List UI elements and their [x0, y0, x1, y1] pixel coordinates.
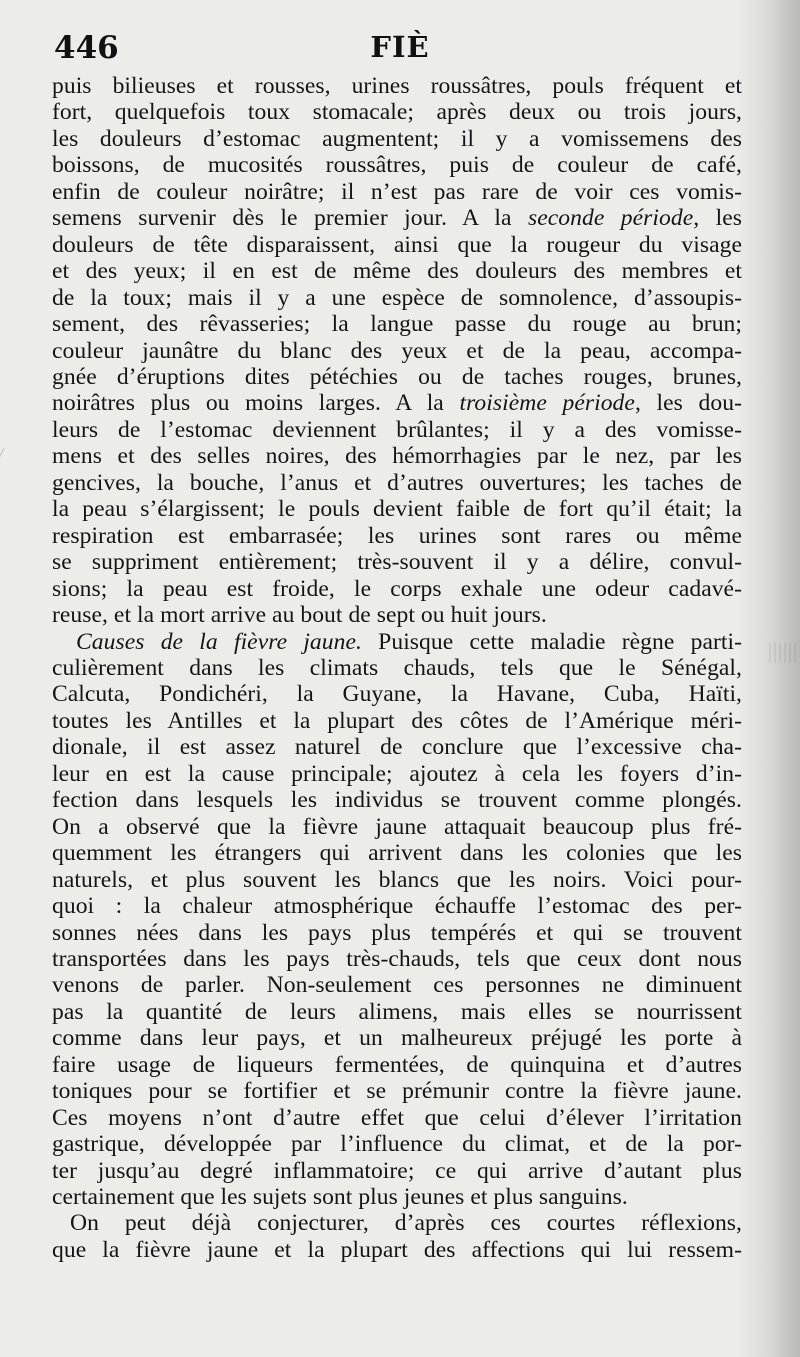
page-number: 446: [54, 30, 119, 66]
text-line: enfin de couleur noirâtre; il n’est pas rare de voir ces vomis-: [52, 178, 742, 205]
text-line: sement, des rêvasseries; la langue passe du rouge au brun;: [52, 311, 742, 338]
text-line: gastrique, développée par l’influence du climat, et de la por-: [52, 1131, 742, 1158]
text-fragment: noirâtres plus ou moins larges. A la: [52, 390, 460, 417]
paragraph-start: [52, 629, 742, 655]
text-line: se suppriment entièrement; très-souvent il y a délire, convul-: [52, 549, 742, 576]
text-line: couleur jaunâtre du blanc des yeux et de la peau, accompa-: [52, 337, 742, 364]
text-line: comme dans leur pays, et un malheureux préjugé les porte à: [52, 1025, 742, 1052]
italic-term: seconde période: [528, 205, 694, 232]
text-line: leurs de l’estomac deviennent brûlantes; il y a des vomisse-: [52, 416, 742, 443]
text-line: pas la quantité de leurs alimens, mais elles se nourrissent: [52, 998, 742, 1025]
text-line: quoi : la chaleur atmosphérique échauffe l’estomac des per-: [52, 893, 742, 920]
body-text: [52, 73, 742, 1263]
text-line: [52, 390, 742, 416]
text-line: fort, quelquefois toux stomacale; après deux ou trois jours,: [52, 99, 742, 126]
text-line: certainement que les sujets sont plus jeunes et plus sanguins.: [52, 1184, 628, 1211]
text-line: douleurs de tête disparaissent, ainsi que la rougeur du visage: [52, 231, 742, 258]
text-line: gnée d’éruptions dites pétéchies ou de taches rouges, brunes,: [52, 363, 742, 390]
show-through-mark: [769, 643, 797, 663]
text-line: sions; la peau est froide, le corps exhale une odeur cadavé-: [52, 575, 742, 602]
text-line: Ces moyens n’ont d’autre effet que celui d’élever l’irritation: [52, 1104, 742, 1131]
text-line: et des yeux; il en est de même des douleurs des membres et: [52, 258, 742, 285]
text-line: la peau s’élargissent; le pouls devient faible de fort qu’il était; la: [52, 496, 742, 523]
text-line: On a observé que la fièvre jaune attaquait beaucoup plus fré-: [52, 813, 742, 840]
section-heading: Causes de la fièvre jaune.: [76, 628, 362, 655]
text-line: toniques pour se fortifier et se prémunir contre la fièvre jaune.: [52, 1078, 742, 1105]
text-line: transportées dans les pays très-chauds, tels que ceux dont nous: [52, 945, 742, 972]
running-head: FIÈ: [370, 30, 430, 64]
text-fragment: , les dou-: [634, 390, 742, 417]
text-line: respiration est embarrasée; les urines sont rares ou même: [52, 522, 742, 549]
text-line: fection dans lesquels les individus se trouvent comme plongés.: [52, 787, 742, 814]
text-line: dionale, il est assez naturel de conclure que l’excessive cha-: [52, 734, 742, 761]
text-line: naturels, et plus souvent les blancs que les noirs. Voici pour-: [52, 866, 742, 893]
paragraph-start: On peut déjà conjecturer, d’après ces courtes réflexions,: [70, 1210, 742, 1237]
text-line: boissons, de mucosités roussâtres, puis de couleur de café,: [52, 152, 742, 179]
text-line: reuse, et la mort arrive au bout de sept ou huit jours.: [52, 602, 547, 629]
text-line: sonnes nées dans les pays plus tempérés et qui se trouvent: [52, 919, 742, 946]
text-line: leur en est la cause principale; ajoutez à cela les foyers d’in-: [52, 760, 742, 787]
margin-mark: [0, 448, 11, 462]
page-header: [40, 28, 760, 74]
text-fragment: Puisque cette maladie règne parti-: [361, 628, 742, 655]
text-line: que la fièvre jaune et la plupart des affections qui lui ressem-: [52, 1236, 742, 1263]
text-line: mens et des selles noires, des hémorrhagies par le nez, par les: [52, 443, 742, 470]
text-line: les douleurs d’estomac augmentent; il y a vomissemens des: [52, 125, 742, 152]
text-line: culièrement dans les climats chauds, tels que le Sénégal,: [52, 654, 742, 681]
text-line: de la toux; mais il y a une espèce de somnolence, d’assoupis-: [52, 284, 742, 311]
text-line: faire usage de liqueurs fermentées, de quinquina et d’autres: [52, 1051, 742, 1078]
text-fragment: semens survenir dès le premier jour. A la: [52, 205, 528, 232]
italic-term: troisième période: [459, 390, 635, 417]
text-line: puis bilieuses et rousses, urines roussâtres, pouls fréquent et: [52, 73, 742, 99]
text-line: Calcuta, Pondichéri, la Guyane, la Havane, Cuba, Haïti,: [52, 681, 742, 708]
text-line: toutes les Antilles et la plupart des côtes de l’Amérique méri-: [52, 707, 742, 734]
text-fragment: , les: [693, 205, 742, 232]
text-line: ter jusqu’au degré inflammatoire; ce qui arrive d’autant plus: [52, 1157, 742, 1184]
text-line: gencives, la bouche, l’anus et d’autres ouvertures; les taches de: [52, 469, 742, 496]
text-line: venons de parler. Non-seulement ces personnes ne diminuent: [52, 972, 742, 999]
text-line: quemment les étrangers qui arrivent dans les colonies que les: [52, 840, 742, 867]
text-line: [52, 205, 742, 231]
